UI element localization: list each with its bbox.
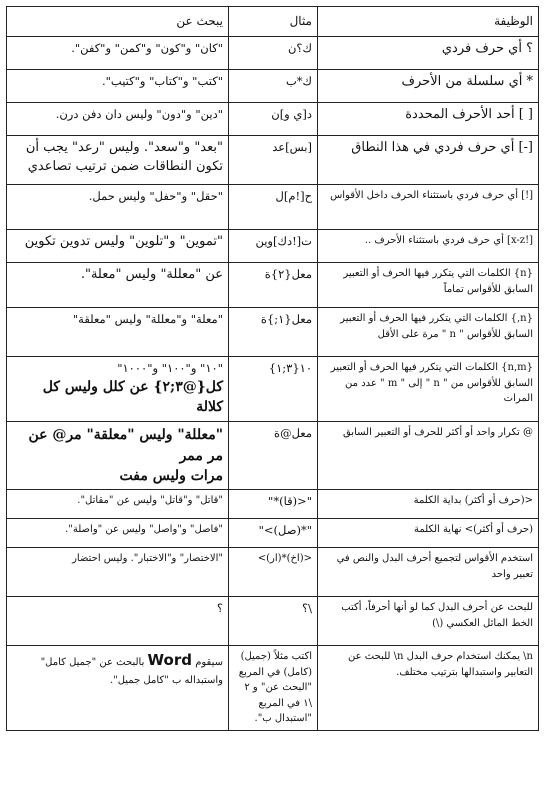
cell-result: "كان" و"كون" و"كمن" و"كفن". bbox=[7, 37, 229, 70]
cell-example: ح[!م]ل bbox=[229, 185, 318, 230]
cell-example: اكتب مثلاً (جميل) (كامل) في المربع "البحث عن" و ٢ \١ في المربع "استبدال ب". bbox=[229, 646, 318, 731]
cell-result: عن "معللة" وليس "معلة". bbox=[7, 263, 229, 308]
table-row bbox=[7, 646, 539, 731]
cell-function: [-] أي حرف فردي في هذا النطاق bbox=[318, 136, 539, 185]
cell-result bbox=[7, 422, 229, 490]
header-searches-for: يبحث عن bbox=[7, 7, 229, 37]
cell-function: ؟ أي حرف فردي bbox=[318, 37, 539, 70]
cell-function: (حرف أو أكثر)> نهاية الكلمة bbox=[318, 519, 539, 548]
table-row bbox=[7, 548, 539, 597]
cell-function: للبحث عن أحرف البدل كما لو أنها أحرفاً، أكتب الخط المائل العكسي (\) bbox=[318, 597, 539, 646]
cell-example: \؟ bbox=[229, 597, 318, 646]
cell-example: [بس]عد bbox=[229, 136, 318, 185]
cell-function: [ ] أحد الأحرف المحددة bbox=[318, 103, 539, 136]
result-line: "١٠" و"١٠٠" و"١٠٠٠" bbox=[117, 361, 223, 376]
table-row bbox=[7, 519, 539, 548]
cell-example: ك؟ن bbox=[229, 37, 318, 70]
product-name-word: Word bbox=[147, 651, 192, 670]
header-example: مثال bbox=[229, 7, 318, 37]
table-row bbox=[7, 185, 539, 230]
table-row bbox=[7, 70, 539, 103]
result-line: مرات وليس مفت bbox=[119, 467, 223, 484]
cell-result: "بعد" و"سعد". وليس "رعد" يجب أن تكون النطاقات ضمن ترتيب تصاعدي bbox=[7, 136, 229, 185]
cell-function: <(حرف أو أكثر) بداية الكلمة bbox=[318, 490, 539, 519]
table-row bbox=[7, 490, 539, 519]
table-header-row bbox=[7, 7, 539, 37]
cell-function: @ تكرار واحد أو أكثر للحرف أو التعبير السابق bbox=[318, 422, 539, 490]
table-row bbox=[7, 597, 539, 646]
header-function: الوظيفة bbox=[318, 7, 539, 37]
cell-example: ك*ب bbox=[229, 70, 318, 103]
table-row bbox=[7, 357, 539, 422]
table-row bbox=[7, 103, 539, 136]
cell-example: "*(صل)>" bbox=[229, 519, 318, 548]
cell-example: "<(قا)*" bbox=[229, 490, 318, 519]
cell-example: معل{١;}ة bbox=[229, 308, 318, 357]
cell-function: استخدم الأقواس لتجميع أحرف البدل والنص في تعبير واحد bbox=[318, 548, 539, 597]
cell-function: {n,m} الكلمات التي يتكرر فيها الحرف أو التعبير السابق للأقواس من " n " إلى " m " عدد من المرات bbox=[318, 357, 539, 422]
cell-function: {n} الكلمات التي يتكرر فيها الحرف أو التعبير السابق للأقواس تماماً bbox=[318, 263, 539, 308]
cell-example: ت[!دك]وين bbox=[229, 230, 318, 263]
cell-function: * أي سلسلة من الأحرف bbox=[318, 70, 539, 103]
cell-function: n\ يمكنك استخدام حرف البدل n\ للبحث عن التعابير واستبدالها بترتيب مختلف. bbox=[318, 646, 539, 731]
cell-result bbox=[7, 357, 229, 422]
cell-result bbox=[7, 646, 229, 731]
cell-example: ١٠{٣;١} bbox=[229, 357, 318, 422]
cell-result: "تموين" و"تلوين" وليس تدوين تكوين bbox=[7, 230, 229, 263]
table-row bbox=[7, 230, 539, 263]
result-line: "معللة" وليس "معلقة" مر@ عن مر ممر bbox=[28, 427, 223, 464]
table-row bbox=[7, 136, 539, 185]
result-post-text: بالبحث عن "جميل كامل" واستبداله ب "كامل جميل". bbox=[40, 657, 223, 686]
cell-example: معل{٢}ة bbox=[229, 263, 318, 308]
cell-example: <(اخ)*(ار)> bbox=[229, 548, 318, 597]
wildcards-table bbox=[6, 6, 539, 731]
result-pre-text: سيقوم bbox=[195, 657, 223, 669]
table-row bbox=[7, 308, 539, 357]
cell-function: [!] أي حرف فردي باستثناء الحرف داخل الأقواس bbox=[318, 185, 539, 230]
cell-example: معل@ة bbox=[229, 422, 318, 490]
cell-function: [!x-z] أي حرف فردي باستثناء الأحرف .. bbox=[318, 230, 539, 263]
cell-result: "دين" و"دون" وليس دان دفن درن. bbox=[7, 103, 229, 136]
cell-example: د[ي و]ن bbox=[229, 103, 318, 136]
cell-function: {n,} الكلمات التي يتكرر فيها الحرف أو التعبير السابق للأقواس " n " مرة على الأقل bbox=[318, 308, 539, 357]
result-line: كل{@٣;٢} عن كلل وليس كل كلالة bbox=[42, 379, 223, 416]
table-row bbox=[7, 263, 539, 308]
table-row bbox=[7, 37, 539, 70]
cell-result: "كتب" و"كتاب" و"كتيب". bbox=[7, 70, 229, 103]
cell-result: ؟ bbox=[7, 597, 229, 646]
table-row bbox=[7, 422, 539, 490]
cell-result: "حقل" و"حفل" وليس حمل. bbox=[7, 185, 229, 230]
cell-result: "الاختصار" و"الاختبار". وليس احتضار bbox=[7, 548, 229, 597]
document-page bbox=[6, 6, 538, 731]
cell-result: "فاصل" و"واصل" وليس عن "واصلة". bbox=[7, 519, 229, 548]
cell-result: "قاتل" و"قاتل" وليس عن "مقاتل". bbox=[7, 490, 229, 519]
cell-result: "معلة" و"معللة" وليس "معلقة" bbox=[7, 308, 229, 357]
